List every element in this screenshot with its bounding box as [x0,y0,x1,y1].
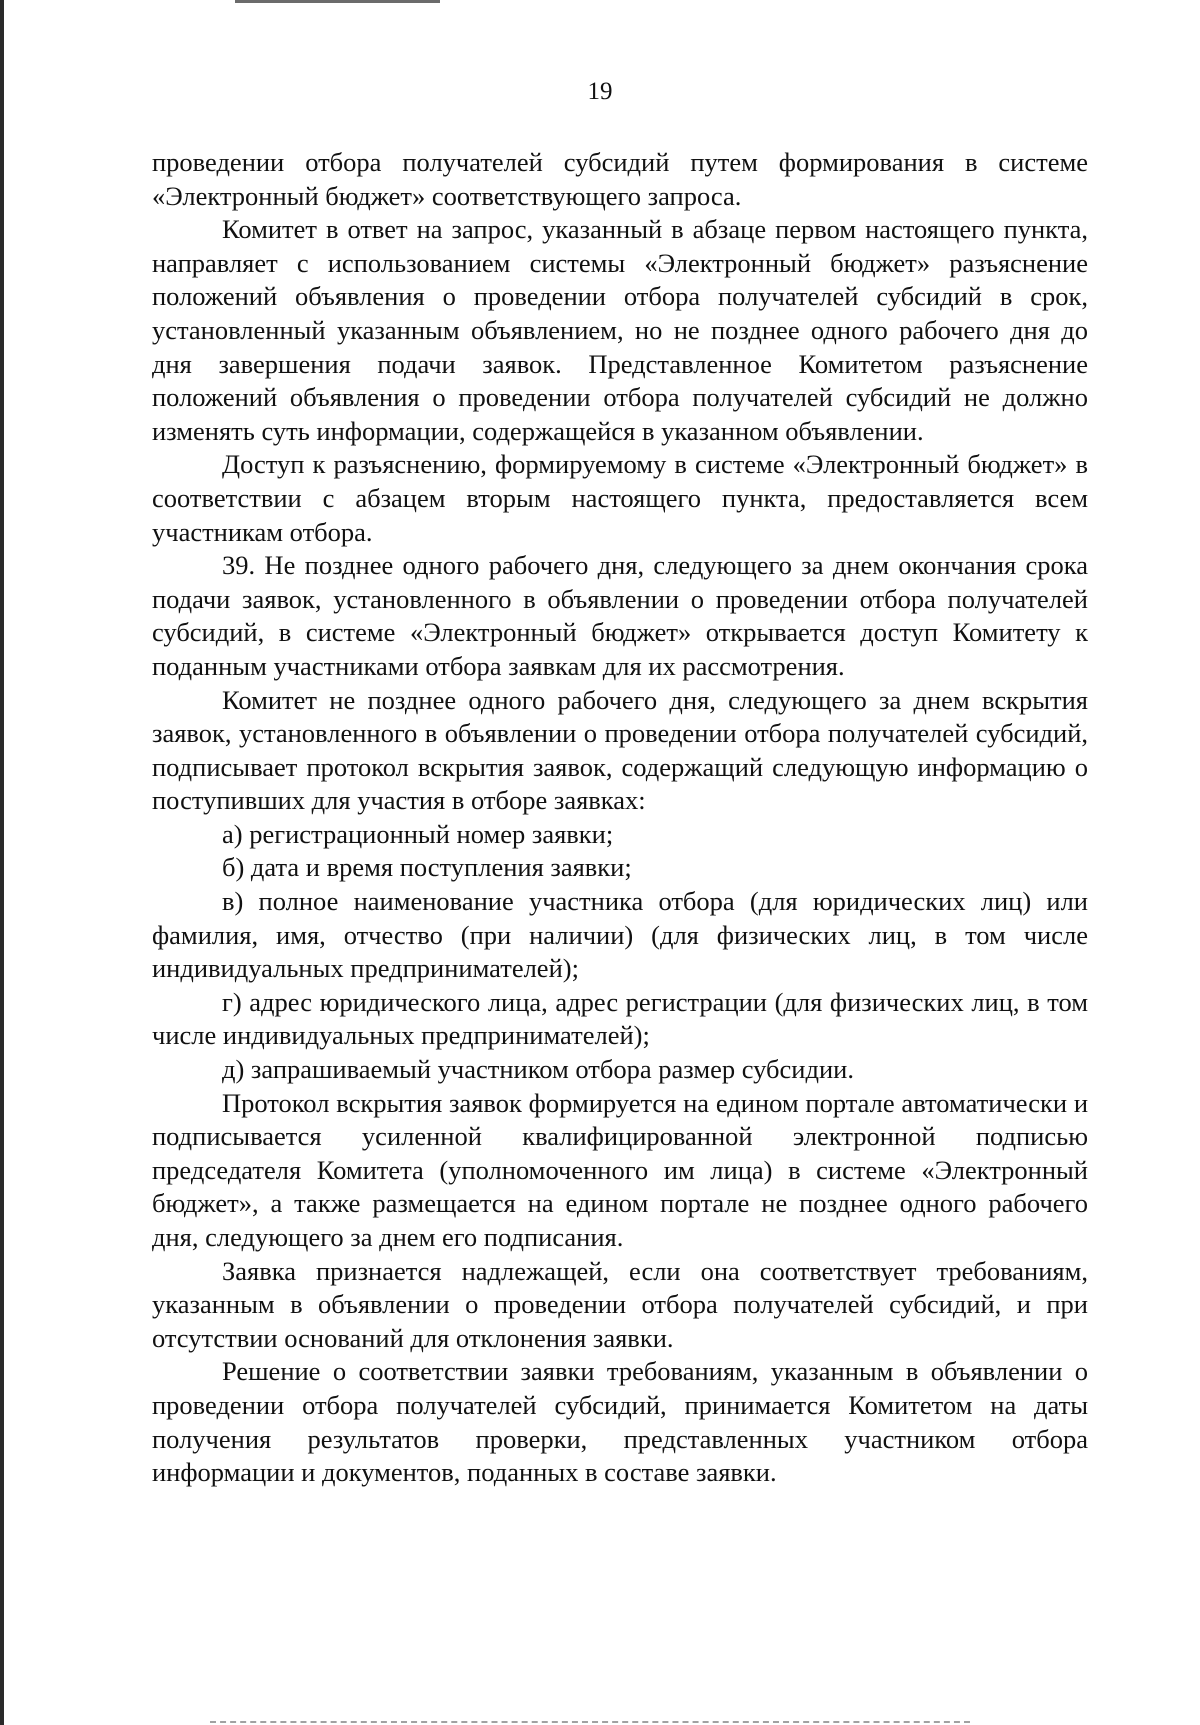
list-item-v: в) полное наименование участника отбора (для юридических лиц) или фамилия, имя, отчество (при наличии) (для физических лиц, в том числе индивидуальных предпринимателей); [152,886,1088,984]
list-item-g: г) адрес юридического лица, адрес регистрации (для физических лиц, в том числе индивидуальных предпринимателей); [152,986,1088,1051]
paragraph-clarification-response: Комитет в ответ на запрос, указанный в абзаце первом настоящего пункта, направляет с использованием системы «Электронный бюджет» разъяснение положений объявления о проведении отбора получателей субсидий в срок, установленный указанным объявлением, но не позднее одного рабочего дня до дня завершения подачи заявок. Представленное Комитетом разъяснение положений объявления о проведении отбора получателей субсидий не должно изменять суть информации, содержащейся в указанном объявлении. [152,214,1088,446]
document-body [152,146,1088,1490]
scan-top-mark [235,0,440,3]
scan-left-edge [0,0,4,1725]
paragraph-opening-protocol: Комитет не позднее одного рабочего дня, следующего за днем вскрытия заявок, установленного в объявлении о проведении отбора получателей субсидий, подписывает протокол вскрытия заявок, содержащий следующую информацию о поступивших для участия в отборе заявках: [152,684,1088,816]
list-item-a: а) регистрационный номер заявки; [222,818,614,849]
paragraph-protocol-generation: Протокол вскрытия заявок формируется на едином портале автоматически и подписывается усиленной квалифицированной электронной подписью председателя Комитета (уполномоченного им лица) в системе «Электронный бюджет», а также размещается на едином портале не позднее одного рабочего дня, следующего за днем его подписания. [152,1087,1088,1252]
paragraph-39: 39. Не позднее одного рабочего дня, следующего за днем окончания срока подачи заявок, установленного в объявлении о проведении отбора получателей субсидий, в системе «Электронный бюджет» открывается доступ Комитету к поданным участниками отбора заявкам для их рассмотрения. [152,550,1088,681]
page-number: 19 [587,78,613,105]
scan-bottom-mark [210,1721,970,1725]
list-item-b: б) дата и время поступления заявки; [222,852,632,883]
paragraph-continuation: проведении отбора получателей субсидий путем формирования в системе «Электронный бюджет» соответствующего запроса. [152,147,1088,211]
paragraph-clarification-access: Доступ к разъяснению, формируемому в системе «Электронный бюджет» в соответствии с абзацем вторым настоящего пункта, предоставляется всем участникам отбора. [152,449,1088,547]
list-item-d: д) запрашиваемый участником отбора размер субсидии. [222,1054,854,1085]
paragraph-proper-application: Заявка признается надлежащей, если она соответствует требованиям, указанным в объявлении о проведении отбора получателей субсидий, и при отсутствии оснований для отклонения заявки. [152,1255,1088,1353]
paragraph-compliance-decision: Решение о соответствии заявки требованиям, указанным в объявлении о проведении отбора получателей субсидий, принимается Комитетом на даты получения результатов проверки, представленных участником отбора информации и документов, поданных в составе заявки. [152,1356,1088,1488]
